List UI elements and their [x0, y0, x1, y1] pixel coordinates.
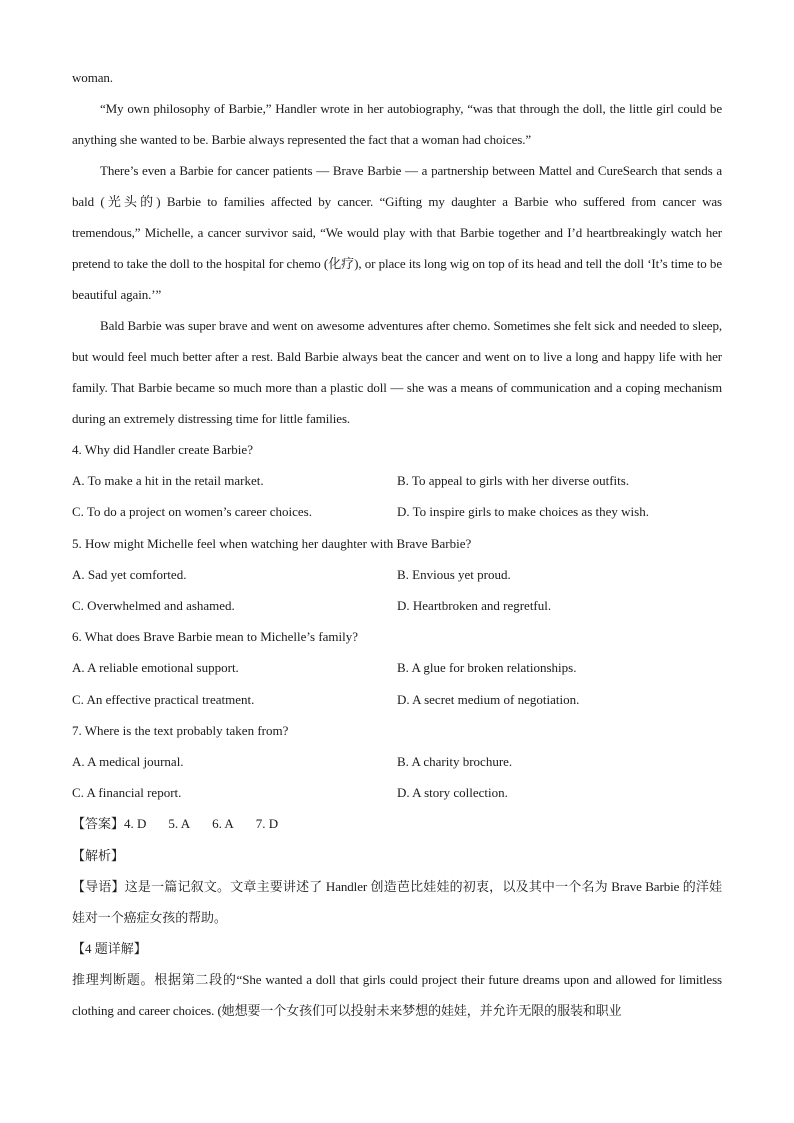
passage-paragraph-2: There’s even a Barbie for cancer patients — Brave Barbie — a partnership between Mattel and CureSearch that sends a bald (光头的) Barbie to families affected by cancer. “Gifting my daughter a Barbie who suffered from cancer was tremendous,” Michelle, a cancer survivor said, “We would play with that Barbie together and I’d heartbreakingly watch her pretend to take the doll to the hospital for chemo (化疗), or place its long wig on top of its head and tell the doll ‘It’s time to be beautiful again.’”: [72, 163, 722, 302]
answer-label: 【答案】: [72, 816, 125, 832]
option-a: A. A reliable emotional support.: [72, 660, 239, 676]
option-b: B. A charity brochure.: [397, 754, 513, 770]
answer-item: 7. D: [255, 816, 279, 832]
question-stem: 5. How might Michelle feel when watching her daughter with Brave Barbie?: [72, 535, 472, 551]
analysis-heading: 【解析】: [72, 847, 125, 863]
answer-item: 6. A: [212, 816, 234, 832]
answer-item: 5. A: [168, 816, 191, 832]
answer-key: [72, 808, 722, 839]
question-6: [72, 621, 722, 715]
guide-label: 【导语】: [72, 878, 125, 894]
passage-paragraph-3: Bald Barbie was super brave and went on awesome adventures after chemo. Sometimes she felt sick and needed to sleep, but would feel much better after a rest. Bald Barbie always beat the cancer and went on to live a long and happy life with her family. That Barbie became so much more than a plastic doll — she was a means of communication and a coping mechanism during an extremely distressing time for little families.: [72, 318, 722, 426]
guide-paragraph: [72, 871, 722, 933]
option-c: C. To do a project on women’s career choices.: [72, 504, 312, 520]
guide-text: 这是一篇记叙文。文章主要讲述了 Handler 创造芭比娃娃的初衷，以及其中一个名为 Brave Barbie 的洋娃娃对一个癌症女孩的帮助。: [72, 878, 722, 925]
option-d: D. Heartbroken and regretful.: [397, 598, 552, 614]
option-b: B. A glue for broken relationships.: [397, 660, 577, 676]
question-stem: 4. Why did Handler create Barbie?: [72, 442, 253, 457]
answer-item: 4. D: [124, 816, 147, 832]
option-b: B. Envious yet proud.: [397, 566, 511, 582]
question-5: [72, 528, 722, 622]
question-4: [72, 434, 722, 528]
option-c: C. Overwhelmed and ashamed.: [72, 598, 235, 614]
question-stem: 6. What does Brave Barbie mean to Michelle’s family?: [72, 629, 359, 645]
option-d: D. A story collection.: [397, 785, 508, 801]
question-stem: 7. Where is the text probably taken from?: [72, 722, 289, 738]
option-d: D. A secret medium of negotiation.: [397, 691, 580, 707]
passage-paragraph-1: “My own philosophy of Barbie,” Handler wrote in her autobiography, “was that through the doll, the little girl could be anything she wanted to be. Barbie always represented the fact that a woman had choices.”: [72, 101, 722, 147]
option-c: C. An effective practical treatment.: [72, 691, 255, 707]
option-b: B. To appeal to girls with her diverse outfits.: [397, 473, 630, 489]
document-page: [72, 62, 722, 1026]
option-a: A. Sad yet comforted.: [72, 566, 187, 582]
option-a: A. To make a hit in the retail market.: [72, 473, 264, 489]
detail-4-heading: 【4 题详解】: [72, 940, 147, 956]
option-a: A. A medical journal.: [72, 754, 184, 770]
passage-fragment: woman.: [72, 70, 113, 85]
detail-4-text: 推理判断题。根据第二段的“She wanted a doll that girls could project their future dreams upon and allowed for limitless clothing and career choices. (她想要一个女孩们可以投射未来梦想的娃娃，并允许无限的服装和职业: [72, 972, 722, 1019]
option-d: D. To inspire girls to make choices as they wish.: [397, 504, 649, 520]
question-7: [72, 715, 722, 809]
option-c: C. A financial report.: [72, 785, 182, 801]
